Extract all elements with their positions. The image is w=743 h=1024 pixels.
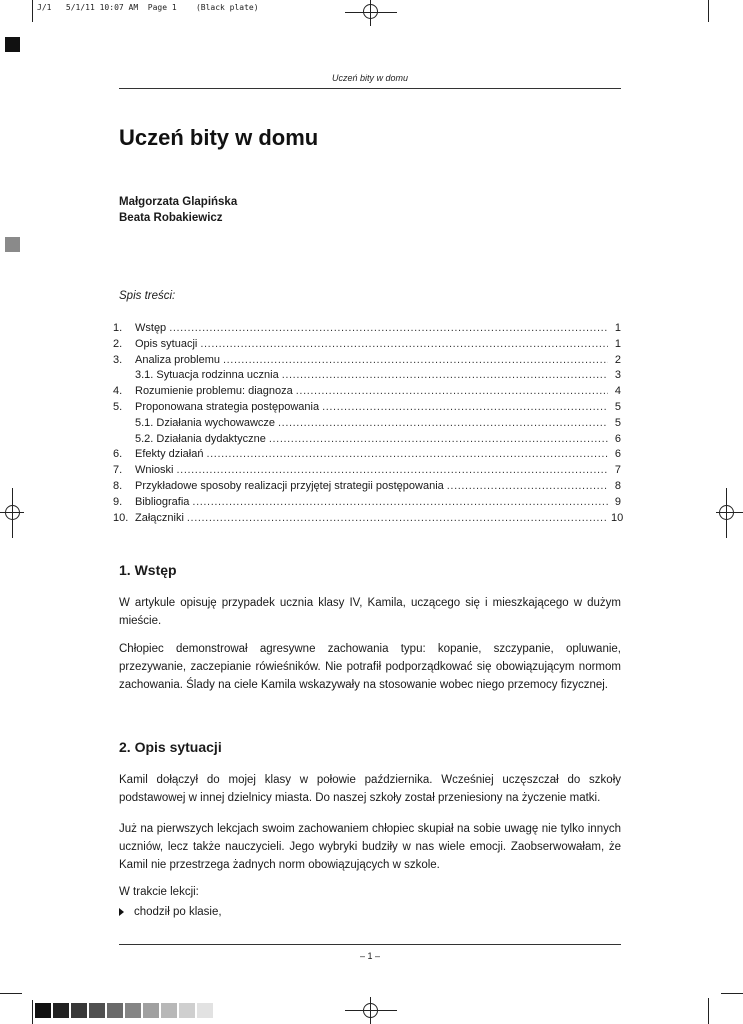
toc-entry-page: 10 — [611, 511, 624, 524]
footer-rule — [119, 944, 621, 945]
registration-mark-line — [370, 0, 371, 26]
bullet-item — [119, 906, 222, 918]
toc-dot-leader — [296, 385, 608, 397]
paragraph: W artykule opisuję przypadek ucznia klasy IV, Kamila, uczącego się i mieszkającego w dużym mieście. — [119, 597, 621, 627]
toc-heading: Spis treści: — [119, 290, 176, 302]
crop-mark — [721, 993, 743, 994]
toc-dot-leader — [282, 369, 608, 381]
toc-entry-number: 10. — [113, 511, 129, 524]
toc-entry — [113, 417, 621, 433]
toc-entry-number: 4. — [113, 385, 123, 398]
paragraph: Chłopiec demonstrował agresywne zachowania typu: kopanie, szczypanie, opluwanie, przezywanie, zaczepianie rówieśników. Nie potrafił podporządkować się obowiązującym normom zachowania. Ślady na ciele Kamila wskazywały na stosowanie wobec niego przemocy fizycznej. — [119, 643, 621, 691]
toc-entry-number: 5. — [113, 400, 123, 413]
crop-mark — [0, 993, 22, 994]
toc-entry-label: 3.1. Sytuacja rodzinna ucznia — [135, 369, 279, 382]
toc-dot-leader — [447, 480, 608, 492]
toc-entry-page: 2 — [614, 353, 621, 366]
toc-entry — [113, 385, 621, 401]
section-heading: 1. Wstęp — [119, 562, 177, 578]
bullet-icon — [119, 908, 124, 916]
author: Małgorzata Glapińska — [119, 196, 238, 208]
toc-entry-label: 5.2. Działania dydaktyczne — [135, 432, 266, 445]
toc-dot-leader — [192, 496, 608, 508]
toc-entry-number: 3. — [113, 353, 123, 366]
toc-entry — [113, 511, 624, 528]
toc-dot-leader — [269, 433, 608, 445]
toc-entry-page: 4 — [614, 385, 621, 398]
toc-dot-leader — [200, 338, 608, 350]
toc-dot-leader — [278, 417, 608, 429]
toc-entry-label: Bibliografia — [135, 495, 190, 508]
gray-calibration-patch — [125, 1003, 141, 1018]
toc-dot-leader — [187, 512, 608, 524]
crop-mark — [32, 0, 33, 22]
gray-calibration-patch — [71, 1003, 87, 1018]
toc-entry — [113, 338, 621, 354]
toc-entry — [113, 401, 621, 417]
author: Beata Robakiewicz — [119, 212, 223, 224]
registration-mark-line — [345, 12, 397, 13]
registration-mark-line — [370, 997, 371, 1024]
gray-calibration-patch — [143, 1003, 159, 1018]
toc-entry-number: 1. — [113, 322, 123, 334]
toc-dot-leader — [169, 322, 608, 334]
page-number: – 1 – — [359, 951, 381, 961]
toc-entry-number: 9. — [113, 495, 123, 508]
toc-entry — [113, 354, 621, 370]
toc-entry-page: 6 — [614, 448, 621, 461]
running-head: Uczeń bity w domu — [331, 73, 409, 83]
gray-calibration-patch — [89, 1003, 105, 1018]
toc-entry-label: Wstęp — [135, 322, 167, 334]
toc-entry-page: 5 — [614, 416, 621, 429]
toc-dot-leader — [206, 448, 608, 460]
registration-square-gray — [5, 237, 20, 252]
toc-entry — [113, 464, 621, 480]
toc-entry — [113, 369, 621, 385]
toc-entry-label: Rozumienie problemu: diagnoza — [135, 385, 293, 398]
crop-mark — [708, 998, 709, 1024]
print-slug: J/1 5/1/11 10:07 AM Page 1 (Black plate) — [37, 3, 259, 12]
toc-entry-page: 9 — [614, 495, 621, 508]
toc-entry — [113, 448, 621, 464]
registration-mark-line — [716, 512, 743, 513]
gray-calibration-patch — [53, 1003, 69, 1018]
toc-entry — [113, 480, 621, 496]
registration-mark-line — [345, 1010, 397, 1011]
bullet-text: chodził po klasie, — [134, 906, 222, 918]
toc-dot-leader — [177, 464, 608, 476]
toc-entry-number: 8. — [113, 479, 123, 492]
toc-entry-label: Analiza problemu — [135, 353, 220, 366]
section-heading: 2. Opis sytuacji — [119, 739, 222, 755]
paragraph: Kamil dołączył do mojej klasy w połowie października. Wcześniej uczęszczał do szkoły podstawowej w innej dzielnicy miasta. Do naszej szkoły został przeniesiony na życzenie matki. — [119, 774, 621, 804]
toc-dot-leader — [322, 401, 608, 413]
gray-calibration-patch — [107, 1003, 123, 1018]
toc-entry-page: 6 — [614, 432, 621, 445]
toc-entry-number: 6. — [113, 448, 123, 461]
toc-entry-number: 7. — [113, 464, 123, 477]
toc-entry-page: 1 — [614, 322, 621, 334]
toc-entry-label: Opis sytuacji — [135, 337, 198, 350]
toc-entry-number: 2. — [113, 337, 123, 350]
paragraph: Już na pierwszych lekcjach swoim zachowaniem chłopiec skupiał na sobie uwagę nie tylko innych uczniów, lecz także nauczycieli. Jego wybryki budziły w nas wiele emocji. Zaobserwowałam, że Kamil nie przestrzega żadnych norm obowiązujących w szkole. — [119, 823, 621, 871]
toc-entry-page: 5 — [614, 400, 621, 413]
registration-square-black — [5, 37, 20, 52]
gray-calibration-patch — [35, 1003, 51, 1018]
toc-entry-label: Efekty działań — [135, 448, 204, 461]
toc-entry-page: 7 — [614, 464, 621, 477]
toc-entry-label: Przykładowe sposoby realizacji przyjętej strategii postępowania — [135, 479, 444, 492]
toc-entry-page: 1 — [614, 337, 621, 350]
toc-entry — [113, 322, 621, 338]
registration-mark-line — [726, 488, 727, 538]
table-of-contents — [113, 322, 624, 527]
toc-entry-label: 5.1. Działania wychowawcze — [135, 416, 276, 429]
toc-entry — [113, 496, 621, 512]
toc-entry-label: Załączniki — [135, 511, 184, 524]
header-rule — [119, 88, 621, 89]
toc-entry-label: Proponowana strategia postępowania — [135, 400, 320, 413]
registration-mark-line — [12, 488, 13, 538]
toc-entry-label: Wnioski — [135, 464, 174, 477]
gray-calibration-patch — [179, 1003, 195, 1018]
document-title: Uczeń bity w domu — [119, 125, 319, 150]
paragraph: W trakcie lekcji: — [119, 886, 199, 898]
toc-dot-leader — [223, 354, 608, 366]
crop-mark — [32, 1000, 33, 1024]
gray-calibration-patch — [161, 1003, 177, 1018]
crop-mark — [708, 0, 709, 22]
gray-calibration-patch — [197, 1003, 213, 1018]
toc-entry — [113, 433, 621, 449]
toc-entry-page: 3 — [614, 369, 621, 382]
toc-entry-page: 8 — [614, 479, 621, 492]
